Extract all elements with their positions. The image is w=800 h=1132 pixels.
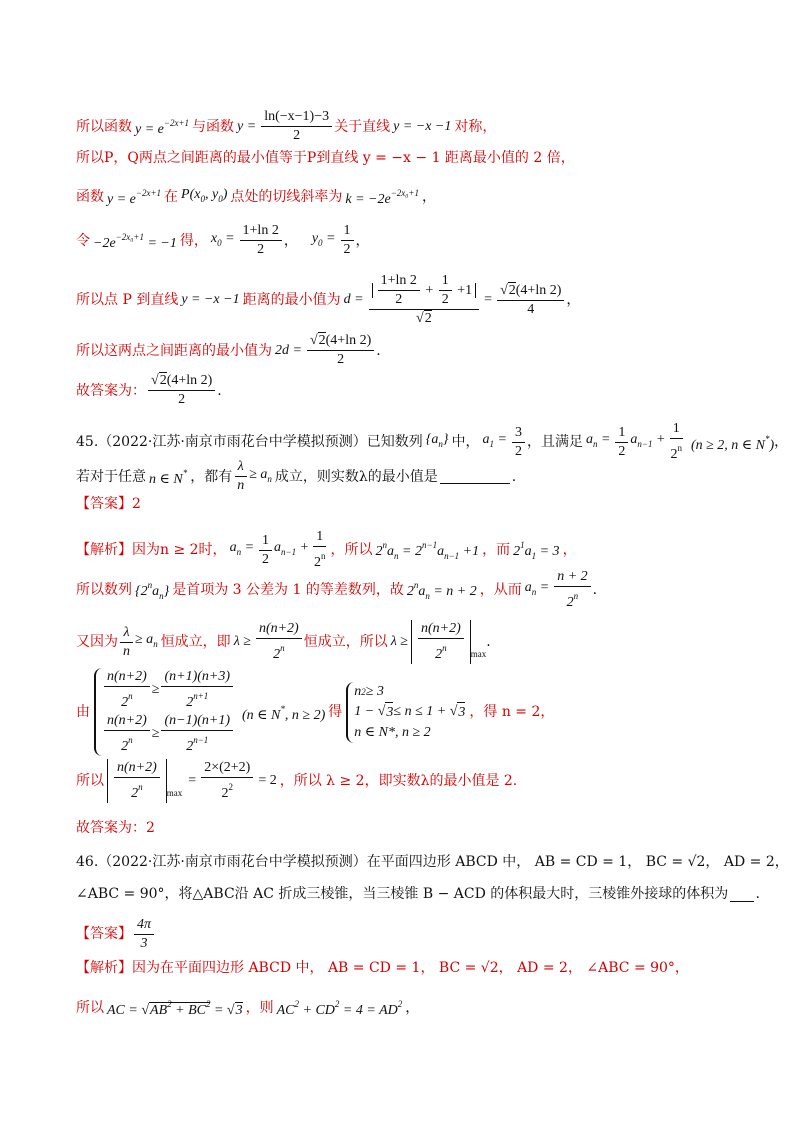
line-symmetry [76, 108, 760, 145]
text-segment: 所以点 P 到直线 [76, 292, 179, 308]
formula-exp: $y = e^{-2x+1}$ [107, 188, 162, 207]
line-min-distance: 所以点 P 到直线 y = −x −1 距离的最小值为 d = $\frac{1+\ln 2}{2}$ + $\frac{1}{2}$ +1 √2 = $\frac{√2(4+\ln 2)}{4}$ ， [76, 273, 581, 326]
text-segment: 46.（2022·江苏·南京市雨花台中学模拟预测）在平面四边形 ABCD 中， AB = CD = 1， BC = √2， AD = 2， [76, 854, 789, 870]
analysis-46-line1 [76, 958, 760, 978]
answer-45 [76, 494, 760, 514]
question-46-line2: ∠ABC = 90°，将△ABC沿 AC 折成三棱锥，当三棱锥 B − ACD 的体积最大时，三棱锥外接球的体积为 . [76, 886, 760, 902]
text-segment: 恒成立，即 [160, 634, 231, 650]
text-segment: 得， [179, 232, 208, 249]
text-segment: 因为n ≥ 2时， [132, 542, 227, 558]
text-segment: 所以P，Q两点之间距离的最小值等于P到直线 y = −x − 1 距离最小值的 2 倍， [76, 150, 575, 166]
text-segment: ∠ABC = 90°，将△ABC沿 AC 折成三棱锥，当三棱锥 B − ACD 的体积最大时，三棱锥外接球的体积为 [76, 886, 729, 902]
line-two-d: 所以这两点之间距离的最小值为 2d = $\frac{√2(4+\ln 2)}{2}$ . [76, 333, 381, 367]
analysis-45-max: 所以 $\frac{n(n+2)}{2^n}$ max = $\frac{2\times(2+2)}{2^2}$ = 2 ，所以 λ ≥ 2，即实数λ的最小值是 2. [76, 760, 518, 801]
text-segment: 点处的切线斜率为 [230, 188, 343, 205]
text-segment: ，且满足 [526, 434, 583, 450]
fraction-4pi-3: $\frac{4\pi}{3}$ [134, 916, 154, 953]
text-segment: ，所以 [330, 542, 373, 558]
text-segment: 所以函数 [76, 118, 132, 135]
text-segment: 所以数列 [76, 582, 132, 598]
text-segment: 关于直线 [334, 118, 391, 135]
question-45-line2: 若对于任意 n ∈ N* ，都有 $\frac{\lambda}{n}$ ≥ $a_n$ 成立，则实数λ的最小值是 . [76, 459, 517, 493]
answer-45-final [76, 818, 760, 838]
text-segment: ，得 n = 2， [469, 704, 555, 720]
text-segment: 与函数 [192, 118, 235, 135]
formula-a1: $a_1$ = [482, 432, 507, 449]
fraction-answer: $\frac{√2(4+\ln 2)}{2}$ [148, 372, 215, 409]
text-segment: 令 [76, 232, 90, 249]
text-segment: 所以 [76, 773, 104, 789]
analysis-label: 【解析】 [76, 542, 132, 558]
fraction-distance: $\frac{1+\ln 2}{2}$ + $\frac{1}{2}$ +1 √2 [369, 272, 480, 328]
formula-eq: $-2e^{-2x_0+1} = -1$ [93, 232, 177, 251]
text-segment: 得 [328, 704, 343, 720]
formula-exp: $y = e^{-2x+1}$ [135, 118, 190, 137]
text-segment: 在 [164, 188, 179, 205]
fraction-result: $\frac{√2(4+\ln 2)}{4}$ [497, 282, 564, 319]
text-segment: ，从而 [479, 582, 522, 598]
formula-n-in-N: n ∈ N* [149, 468, 188, 487]
formula-recursion: $a_n$ = [585, 432, 611, 449]
text-segment: 对称， [454, 118, 497, 135]
text-segment: 中， [451, 434, 480, 450]
fraction-2d: $\frac{√2(4+\ln 2)}{2}$ [307, 332, 374, 369]
text-segment: 若对于任意 [76, 468, 146, 485]
answer-blank[interactable] [730, 887, 753, 902]
fraction-y0: $\frac{1}{2}$ [341, 222, 354, 259]
inequality-system-1: $\frac{n(n+2)}{2^n}$ ≥ $\frac{(n+1)(n+3)}{2^{n+1}}$ $\frac{n(n+2)}{2^n}$ ≥ $\frac{(n-1)(n+1)}{2^{n-1}}$ [94, 668, 235, 756]
text-segment: 是首项为 3 公差为 1 的等差数列，故 [172, 582, 404, 598]
text-segment: ，所以 λ ≥ 2，即实数λ的最小值是 2. [279, 773, 518, 789]
formula-slope: $k = -2e^{-2x_0+1}$ [345, 188, 419, 207]
fraction-x0: $\frac{1+\ln 2}{2}$ [240, 222, 282, 259]
fraction-2n: $\frac{1}{2^n}$ [670, 421, 682, 462]
formula-x0: $x_0$ = [210, 230, 235, 248]
text-segment: 函数 [76, 188, 104, 205]
inequality-system-2: n 2 ≥ 3 1 − √ 3 ≤ n ≤ 1 + √ 3 n ∈ N*, n ≥ 2 [346, 682, 465, 743]
answer-label: 【答案】 [76, 926, 132, 942]
line-solve-x0: 令 $-2e^{-2x_0+1} = -1$ 得， $x_0$ = $\frac{1+\ln 2}{2}$ ， $y_0$ = $\frac{1}{2}$ ， [76, 223, 370, 257]
formula-line: y = −x −1 [393, 118, 452, 134]
analysis-45-system: 由 $\frac{n(n+2)}{2^n}$ ≥ $\frac{(n+1)(n+3)}{2^{n+1}}$ $\frac{n(n+2)}{2^n}$ ≥ $\frac{(n-1)(n+1)}{2^{n-1}}$ (n ∈ N*, n ≥ 2) 得 n 2 ≥ 3 1 − √ 3 ≤ n ≤ 1 + √ 3 n ∈ N*, n ≥ 2 ，得 n = 2， [76, 669, 555, 754]
line-answer-44: 故答案为： $\frac{√2(4+\ln 2)}{2}$ . [76, 373, 222, 407]
fraction-lambda-n: $\frac{\lambda}{n}$ [234, 458, 247, 495]
analysis-45-line2: 所以数列 $\{2^na_n\}$ 是首项为 3 公差为 1 的等差数列，故 $2^na_n = n + 2$ ，从而 $a_n$ = $\frac{n + 2}{2^n}$ . [76, 569, 598, 610]
formula-ln: y = [237, 118, 257, 134]
formula-line: y = −x −1 [181, 292, 240, 307]
text-segment: 故答案为： [76, 382, 146, 399]
text-segment: 所以 [76, 999, 104, 1016]
text-segment: 45.（2022·江苏·南京市雨花台中学模拟预测）已知数列 [76, 434, 423, 450]
line-pq-distance [76, 148, 760, 168]
answer-46 [76, 916, 760, 952]
question-46-line1 [76, 852, 789, 872]
fraction-ln: $\frac{\ln(-x-1)-3}{2}$ [261, 108, 332, 145]
formula-seq: $\{a_n\}$ [425, 432, 449, 449]
formula-point: $P(x_0$, $y_0$) [181, 186, 228, 204]
text-segment: 所以这两点之间距离的最小值为 [76, 342, 272, 359]
text-segment: ，而 [482, 542, 511, 558]
analysis-46-line2: 所以 AC = $√AB^2 + BC^2 = √3$ ，则 $AC^2 + CD^2 = 4 = AD^2$ ， [76, 999, 420, 1018]
analysis-label: 【解析】 [76, 960, 132, 976]
text-segment: 故答案为：2 [76, 820, 155, 836]
text-segment: 成立，则实数λ的最小值是 [274, 468, 438, 485]
fraction-a1: $\frac{3}{2}$ [512, 424, 525, 461]
text-segment: 恒成立，所以 [303, 634, 388, 650]
text-segment: ，都有 [190, 468, 233, 485]
text-segment: ， [562, 542, 577, 558]
question-45-line1: 45.（2022·江苏·南京市雨花台中学模拟预测）已知数列 $\{a_n\}$ 中， $a_1$ = $\frac{3}{2}$ ，且满足 $a_n$ = $\frac{1}{2}$ $a_{n-1}$ + $\frac{1}{2^n}$ (n ≥ 2, n ∈ N*) ， [76, 421, 789, 462]
text-segment: ，则 [245, 999, 274, 1016]
fraction-half: $\frac{1}{2}$ [615, 424, 628, 461]
line-tangent-slope: 函数 $y = e^{-2x+1}$ 在 $P(x_0$, $y_0$) 点处的切线斜率为 $k = -2e^{-2x_0+1}$ ， [76, 183, 760, 210]
text-segment: 距离的最小值为 [242, 292, 341, 308]
formula-y0: $y_0$ = [311, 230, 336, 248]
analysis-45-line3: 又因为 $\frac{\lambda}{n}$ ≥ $a_n$ 恒成立，即 λ ≥ $\frac{n(n+2)}{2^n}$ 恒成立，所以 λ ≥ $\frac{n(n+2)}{2^n}$ max . [76, 621, 491, 662]
answer-label: 【答案】2 [76, 496, 141, 512]
answer-blank[interactable] [440, 469, 510, 484]
analysis-45-line1: 【解析】 因为n ≥ 2时， $a_n$ = $\frac{1}{2}$ $a_{n-1}$ + $\frac{1}{2^n}$ ，所以 $2^na_n = 2^{n-1}a_{n-1} +1$ ，而 $2^1a_1 = 3$ ， [76, 529, 577, 570]
text-segment: 由 [76, 704, 90, 720]
formula-d: d = [343, 292, 364, 307]
text-segment: 因为在平面四边形 ABCD 中， AB = CD = 1， BC = √2， AD = 2， ∠ABC = 90°， [132, 960, 689, 976]
text-segment: 又因为 [76, 634, 118, 650]
formula-2d: 2d = [275, 342, 302, 358]
